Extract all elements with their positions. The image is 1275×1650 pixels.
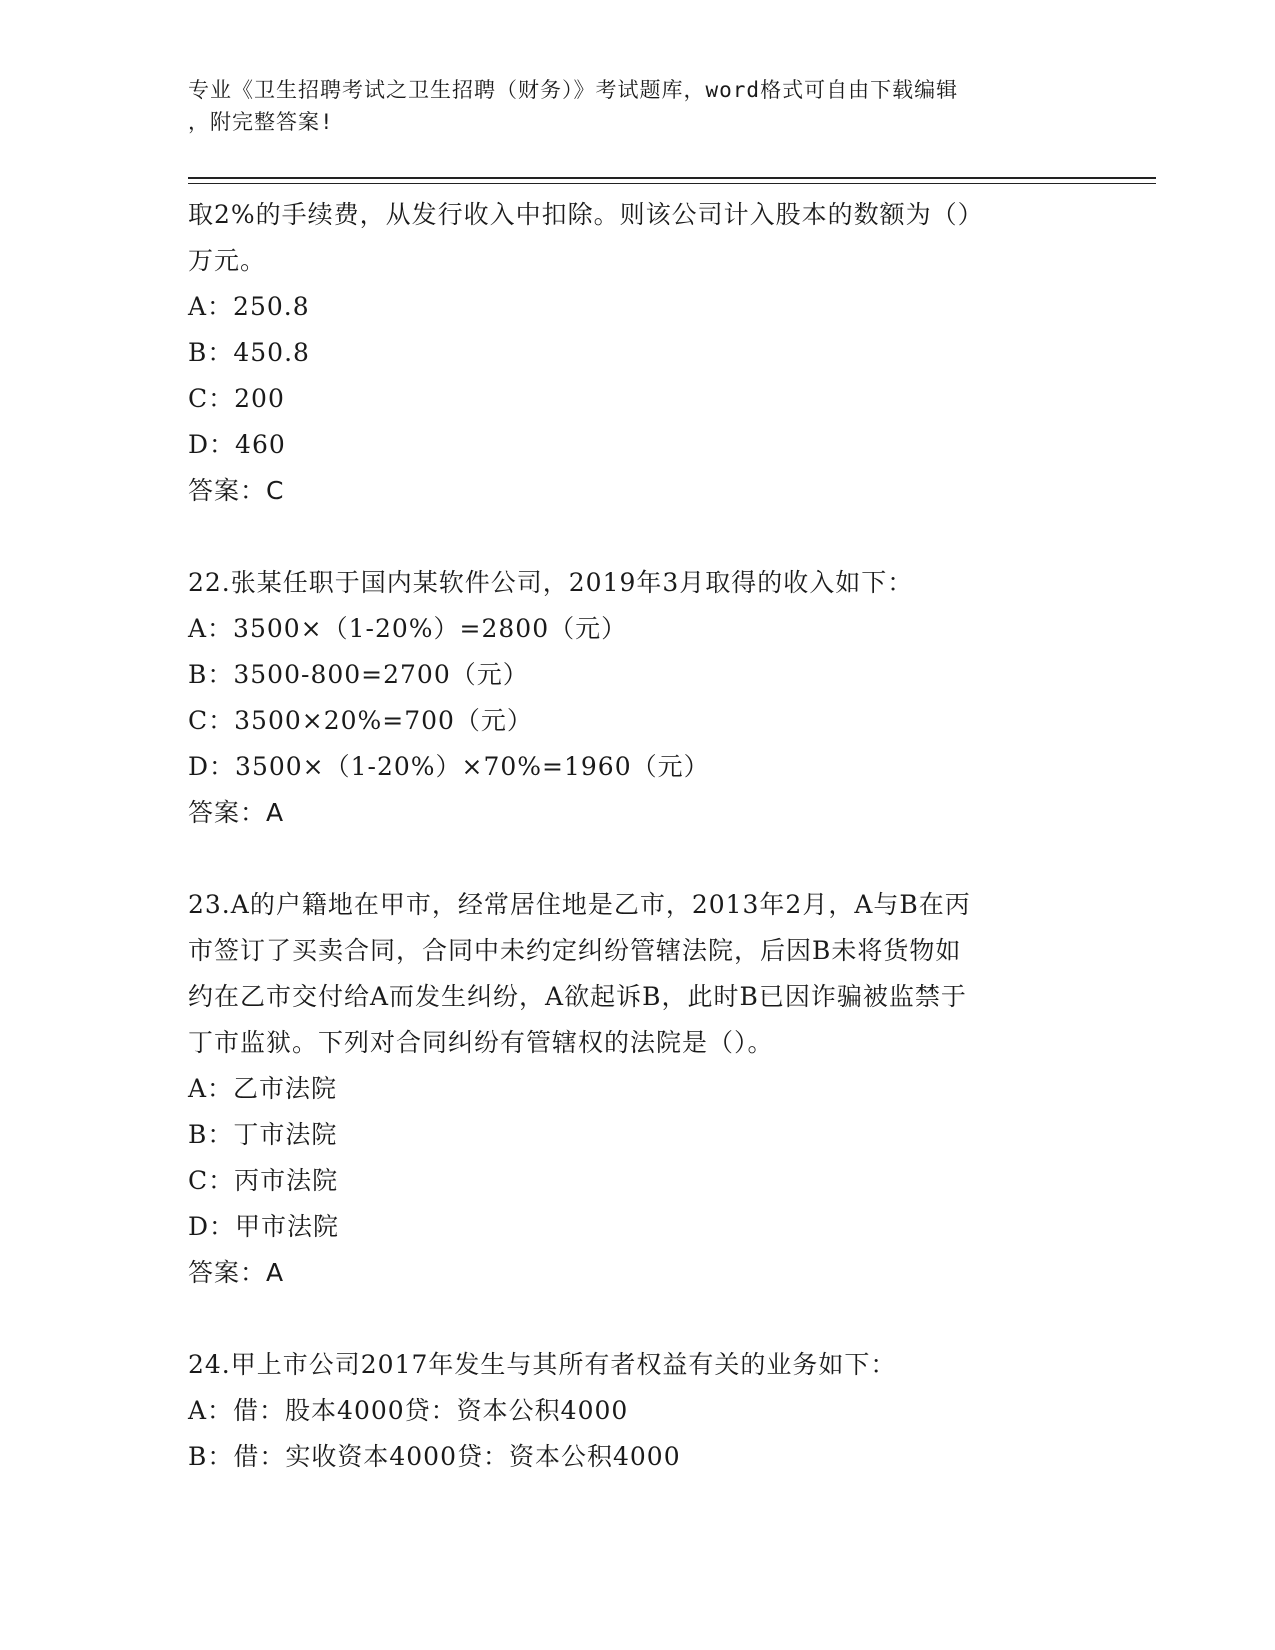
header-line-1: 专业《卫生招聘考试之卫生招聘（财务）》考试题库，word格式可自由下载编辑	[188, 78, 959, 102]
header-line-2: ，附完整答案!	[188, 110, 334, 134]
question-stem: 22.张某任职于国内某软件公司，2019年3月取得的收入如下：	[188, 568, 914, 597]
question-stem: 丁市监狱。下列对合同纠纷有管辖权的法院是（）。	[188, 1028, 774, 1057]
option-c: C：3500×20%=700（元）	[188, 706, 533, 735]
document-header	[188, 74, 1088, 138]
option-a: A：250.8	[188, 292, 310, 321]
header-divider-thin	[188, 183, 1156, 184]
option-b: B：借：实收资本4000贷：资本公积4000	[188, 1442, 681, 1471]
question-stem: 万元。	[188, 246, 267, 275]
answer: 答案：C	[188, 476, 285, 505]
question-stem: 24.甲上市公司2017年发生与其所有者权益有关的业务如下：	[188, 1350, 897, 1379]
question-stem: 取2%的手续费，从发行收入中扣除。则该公司计入股本的数额为（）	[188, 200, 984, 229]
option-b: B：3500-800=2700（元）	[188, 660, 529, 689]
option-a: A：借：股本4000贷：资本公积4000	[188, 1396, 629, 1425]
header-divider-thick	[188, 177, 1156, 179]
answer: 答案：A	[188, 1258, 285, 1287]
question-21	[188, 192, 1088, 514]
question-24	[188, 1342, 1088, 1480]
option-b: B：450.8	[188, 338, 310, 367]
option-b: B：丁市法院	[188, 1120, 338, 1149]
question-stem: 23.A的户籍地在甲市，经常居住地是乙市，2013年2月，A与B在丙	[188, 890, 971, 919]
option-a: A：3500×（1-20%）=2800（元）	[188, 614, 628, 643]
question-22	[188, 560, 1088, 836]
option-d: D：甲市法院	[188, 1212, 340, 1241]
option-a: A：乙市法院	[188, 1074, 338, 1103]
question-stem: 市签订了买卖合同，合同中未约定纠纷管辖法院，后因B未将货物如	[188, 936, 962, 965]
option-d: D：460	[188, 430, 286, 459]
question-23	[188, 882, 1088, 1296]
answer: 答案：A	[188, 798, 285, 827]
option-d: D：3500×（1-20%）×70%=1960（元）	[188, 752, 710, 781]
document-body	[188, 192, 1088, 1480]
question-stem: 约在乙市交付给A而发生纠纷，A欲起诉B，此时B已因诈骗被监禁于	[188, 982, 967, 1011]
option-c: C：200	[188, 384, 285, 413]
option-c: C：丙市法院	[188, 1166, 339, 1195]
